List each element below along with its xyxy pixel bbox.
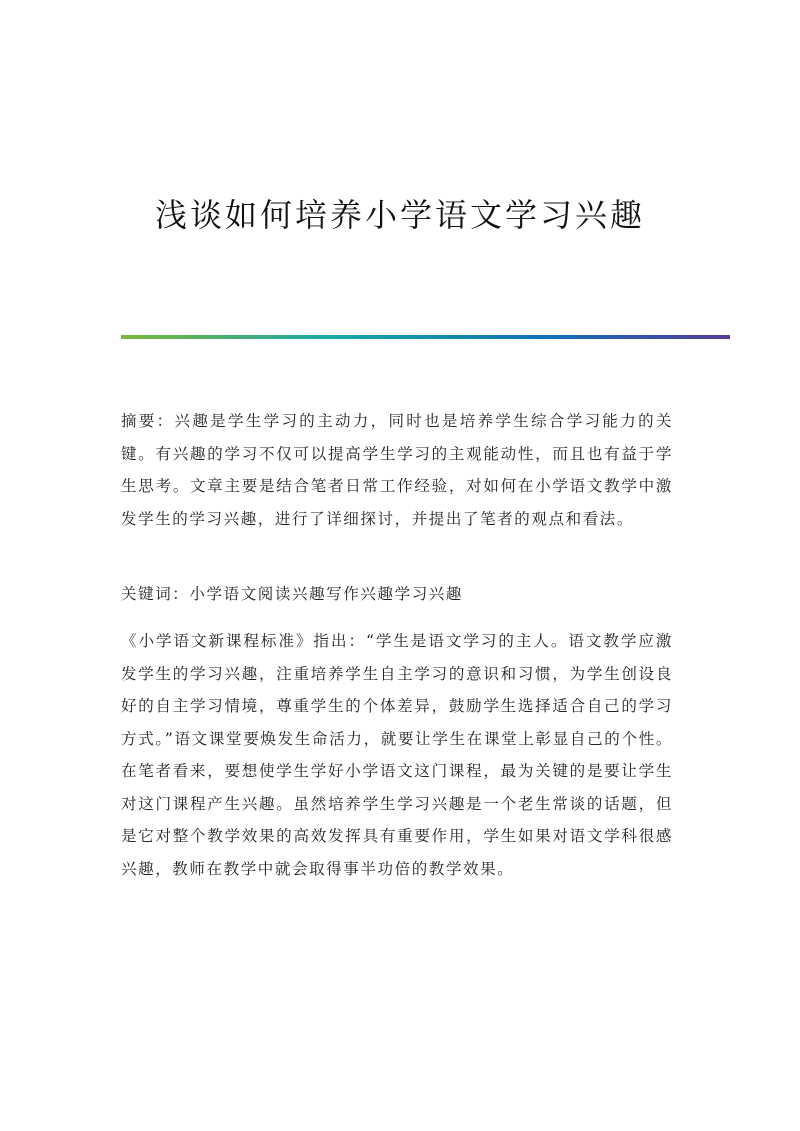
body-paragraph: 《小学语文新课程标准》指出：“学生是语文学习的主人。语文教学应激发学生的学习兴趣，注重培养学生自主学习的意识和习惯，为学生创设良好的自主学习情境，尊重学生的个体差异，鼓励学生选择适合自己的学习方式。”语文课堂要焕发生命活力，就要让学生在课堂上彰显自己的个性。在笔者看来，要想使学生学好小学语文这门课程，最为关键的是要让学生对这门课程产生兴趣。虽然培养学生学习兴趣是一个老生常谈的话题，但是它对整个教学效果的高效发挥具有重要作用，学生如果对语文学科很感兴趣，教师在教学中就会取得事半功倍的教学效果。 (121, 632, 673, 878)
document-title: 浅谈如何培养小学语文学习兴趣 (154, 196, 645, 234)
abstract-paragraph: 摘要：兴趣是学生学习的主动力，同时也是培养学生综合学习能力的关键。有兴趣的学习不仅可以提高学生学习的主观能动性，而且也有益于学生思考。文章主要是结合笔者日常工作经验，对如何在小学语文教学中激发学生的学习兴趣，进行了详细探讨，并提出了笔者的观点和看法。 (121, 412, 673, 528)
keywords-line: 关键词：小学语文阅读兴趣写作兴趣学习兴趣 (121, 585, 464, 603)
title-divider (121, 335, 730, 339)
